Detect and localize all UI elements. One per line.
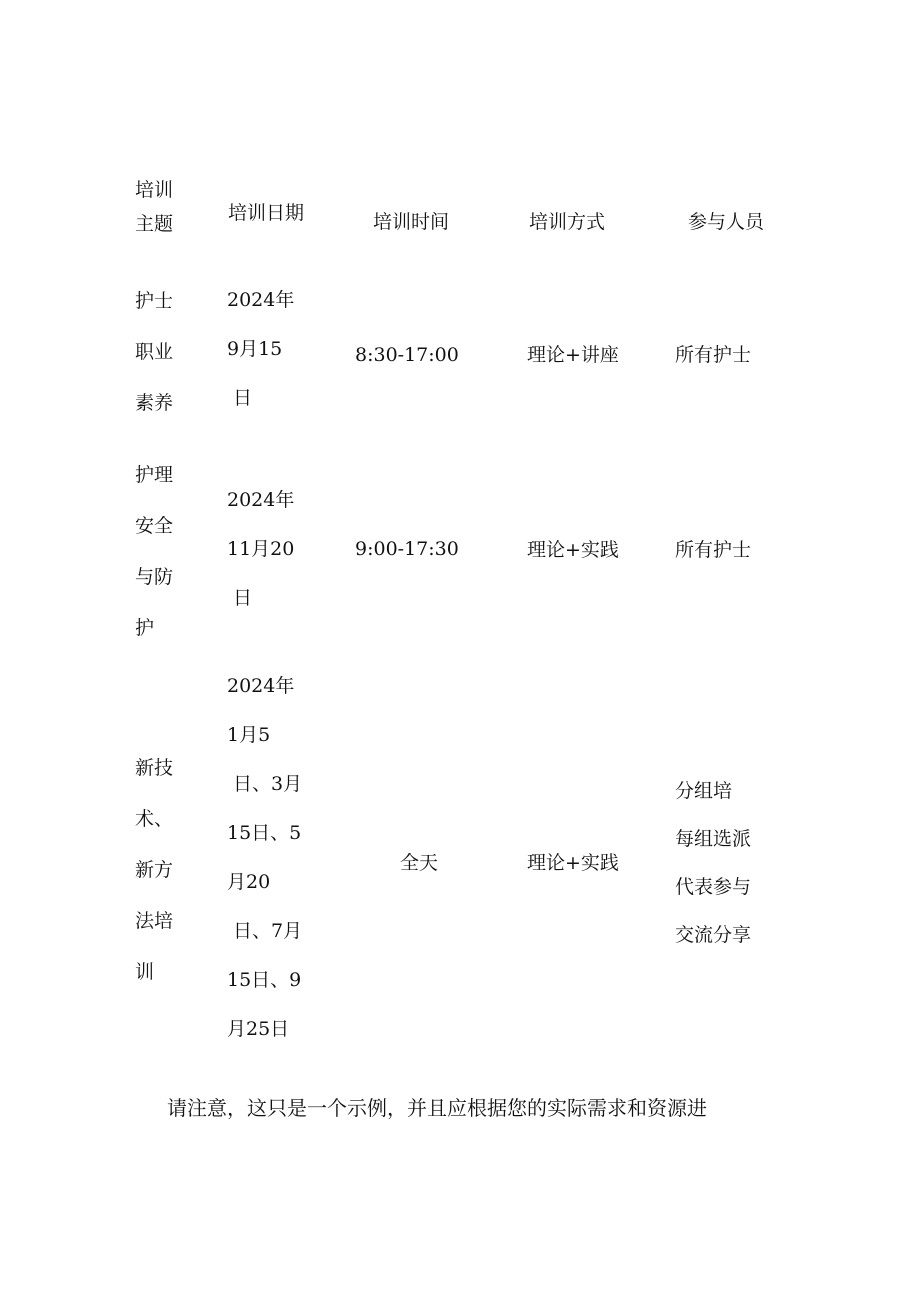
header-date: 培训日期 — [228, 202, 305, 224]
row3-time: 全天 — [400, 852, 439, 874]
row2-topic: 护理 安全 与防 护 — [135, 464, 174, 639]
row1-method: 理论+讲座 — [527, 344, 619, 366]
row3-topic: 新技 术、 新方 法培 训 — [135, 757, 174, 983]
row3-method: 理论+实践 — [527, 852, 619, 874]
header-time: 培训时间 — [373, 211, 450, 233]
header-people: 参与人员 — [688, 211, 765, 233]
row1-topic: 护士 职业 素养 — [135, 290, 174, 414]
row1-date: 2024年 9月15 日 — [227, 289, 295, 409]
header-method: 培训方式 — [529, 211, 606, 233]
note-paragraph: 请注意，这只是一个示例，并且应根据您的实际需求和资源进 — [167, 1096, 707, 1120]
row2-people: 所有护士 — [675, 539, 752, 561]
row3-date: 2024年 1月5 日、3月 15日、5 月20 日、7月 15日、9 月25日 — [227, 675, 303, 1040]
row1-people: 所有护士 — [675, 344, 752, 366]
row1-time: 8:30-17:00 — [355, 344, 459, 366]
row2-date: 2024年 11月20 日 — [227, 489, 295, 609]
row2-method: 理论+实践 — [527, 539, 619, 561]
header-topic: 培训 主题 — [135, 179, 174, 235]
row2-time: 9:00-17:30 — [355, 538, 459, 560]
row3-people: 分组培 每组选派 代表参与 交流分享 — [675, 780, 752, 946]
